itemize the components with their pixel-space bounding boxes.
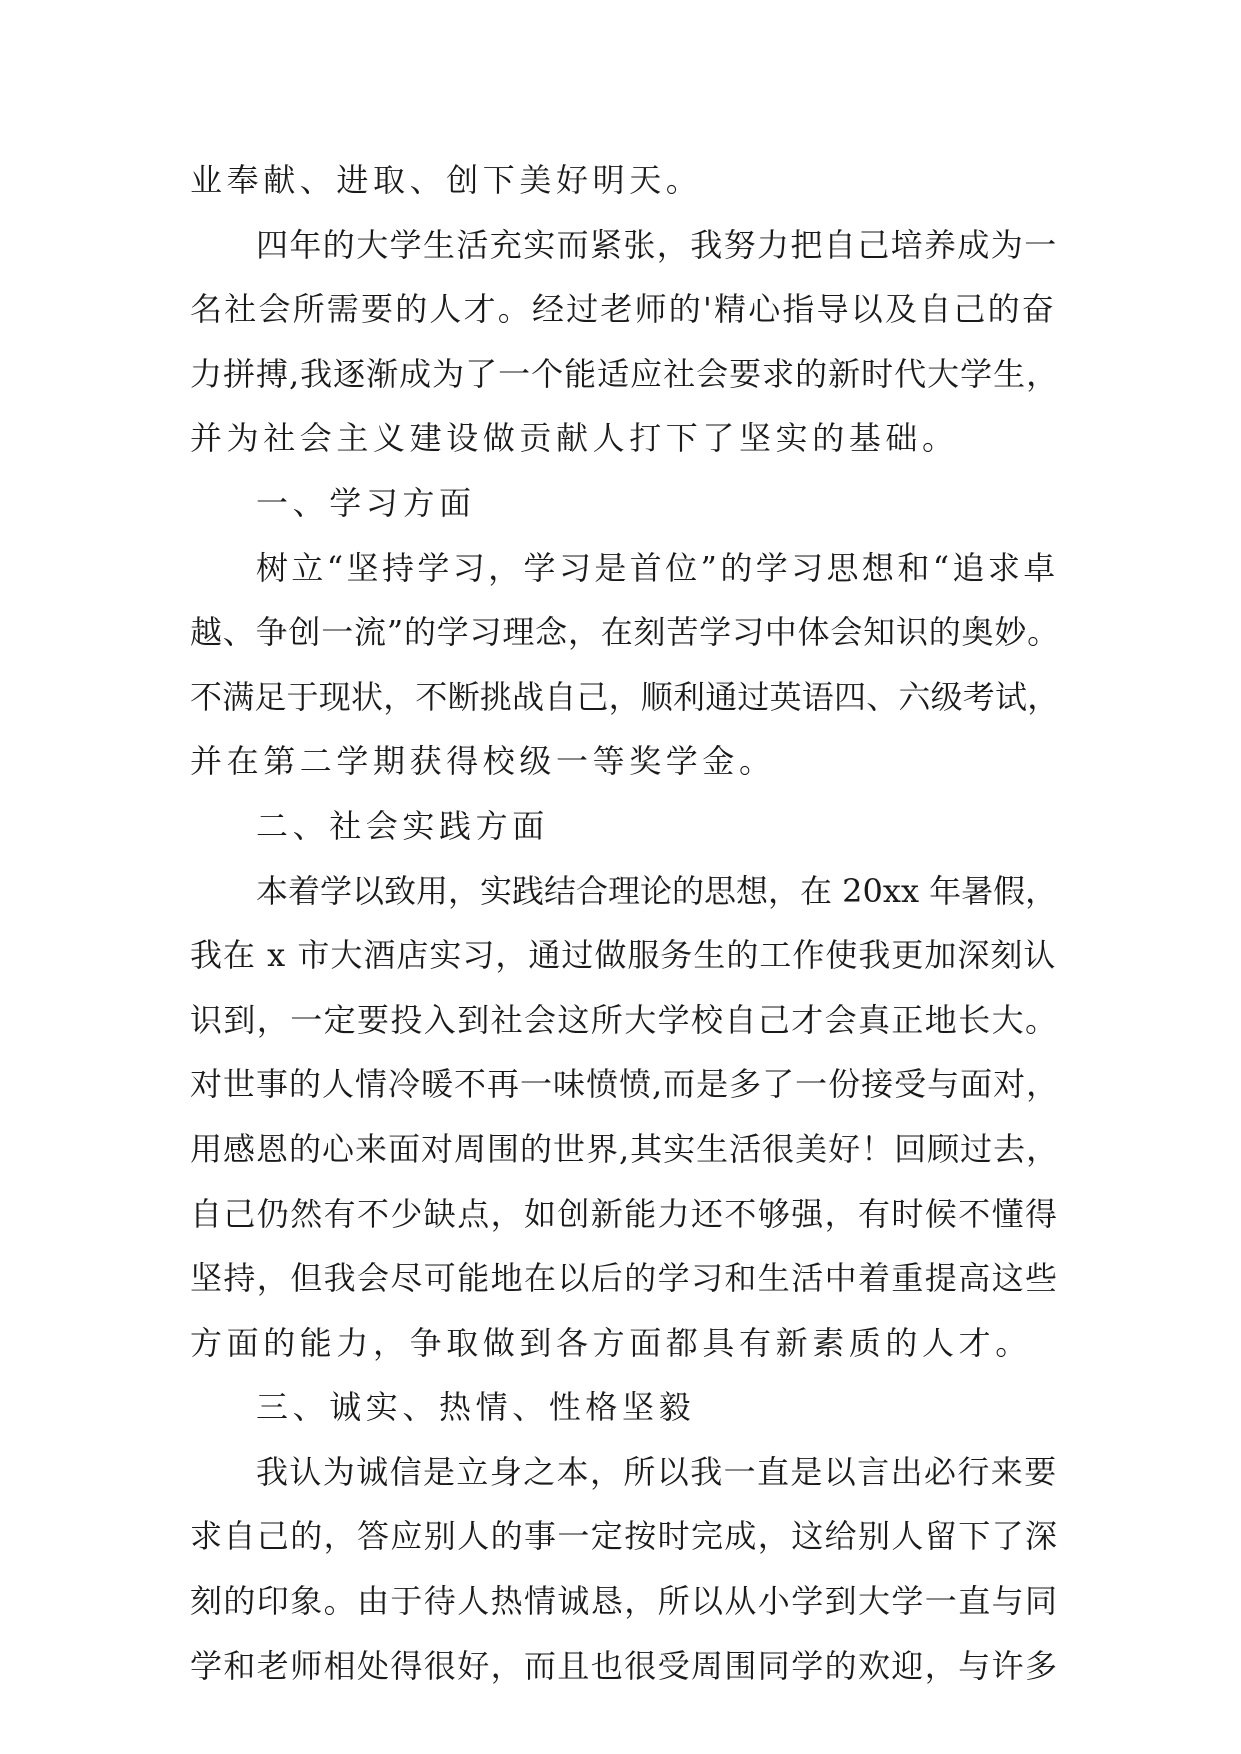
text-line: 业奉献、进取、创下美好明天。 bbox=[190, 161, 703, 199]
text-line: 并在第二学期获得校级一等奖学金。 bbox=[190, 742, 776, 781]
text-line: 方面的能力，争取做到各方面都具有新素质的人才。 bbox=[190, 1323, 1032, 1362]
text-line: 不满足于现状，不断挑战自己，顺利通过英语四、六级考试， bbox=[190, 677, 1060, 716]
text-line: 一、学习方面 bbox=[256, 483, 476, 522]
text-line: 名社会所需要的人才。经过老师的'精心指导以及自己的奋 bbox=[190, 290, 1056, 329]
text-line: 求自己的，答应别人的事一定按时完成，这给别人留下了深 bbox=[190, 1517, 1059, 1556]
text-line: 三、诚实、热情、性格坚毅 bbox=[256, 1388, 696, 1427]
text-line: 并为社会主义建设做贡献人打下了坚实的基础。 bbox=[190, 419, 959, 458]
text-line: 识到，一定要投入到社会这所大学校自己才会真正地长大。 bbox=[190, 1000, 1059, 1039]
document-body bbox=[190, 148, 1060, 1698]
text-line: 越、争创一流”的学习理念，在刻苦学习中体会知识的奥妙。 bbox=[190, 613, 1060, 652]
text-line: 二、社会实践方面 bbox=[256, 806, 549, 845]
text-line: 刻的印象。由于待人热情诚恳，所以从小学到大学一直与同 bbox=[190, 1582, 1059, 1621]
text-line: 本着学以致用，实践结合理论的思想，在 20xx 年暑假， bbox=[256, 871, 1058, 910]
text-line: 我认为诚信是立身之本，所以我一直是以言出必行来要 bbox=[256, 1452, 1058, 1491]
text-line: 学和老师相处得很好，而且也很受周围同学的欢迎，与许多 bbox=[190, 1646, 1059, 1685]
text-line: 力拼搏,我逐渐成为了一个能适应社会要求的新时代大学生， bbox=[190, 354, 1060, 393]
text-line: 四年的大学生活充实而紧张，我努力把自己培养成为一 bbox=[256, 225, 1058, 264]
text-line: 树立“坚持学习，学习是首位”的学习思想和“追求卓 bbox=[256, 548, 1059, 587]
text-line: 对世事的人情冷暖不再一味愤愤,而是多了一份接受与面对， bbox=[190, 1065, 1060, 1104]
text-line: 用感恩的心来面对周围的世界,其实生活很美好！回顾过去， bbox=[190, 1129, 1060, 1168]
text-line: 自己仍然有不少缺点，如创新能力还不够强，有时候不懂得 bbox=[190, 1194, 1059, 1233]
text-line: 坚持，但我会尽可能地在以后的学习和生活中着重提高这些 bbox=[190, 1259, 1059, 1298]
text-line: 我在 x 市大酒店实习，通过做服务生的工作使我更加深刻认 bbox=[190, 936, 1057, 975]
